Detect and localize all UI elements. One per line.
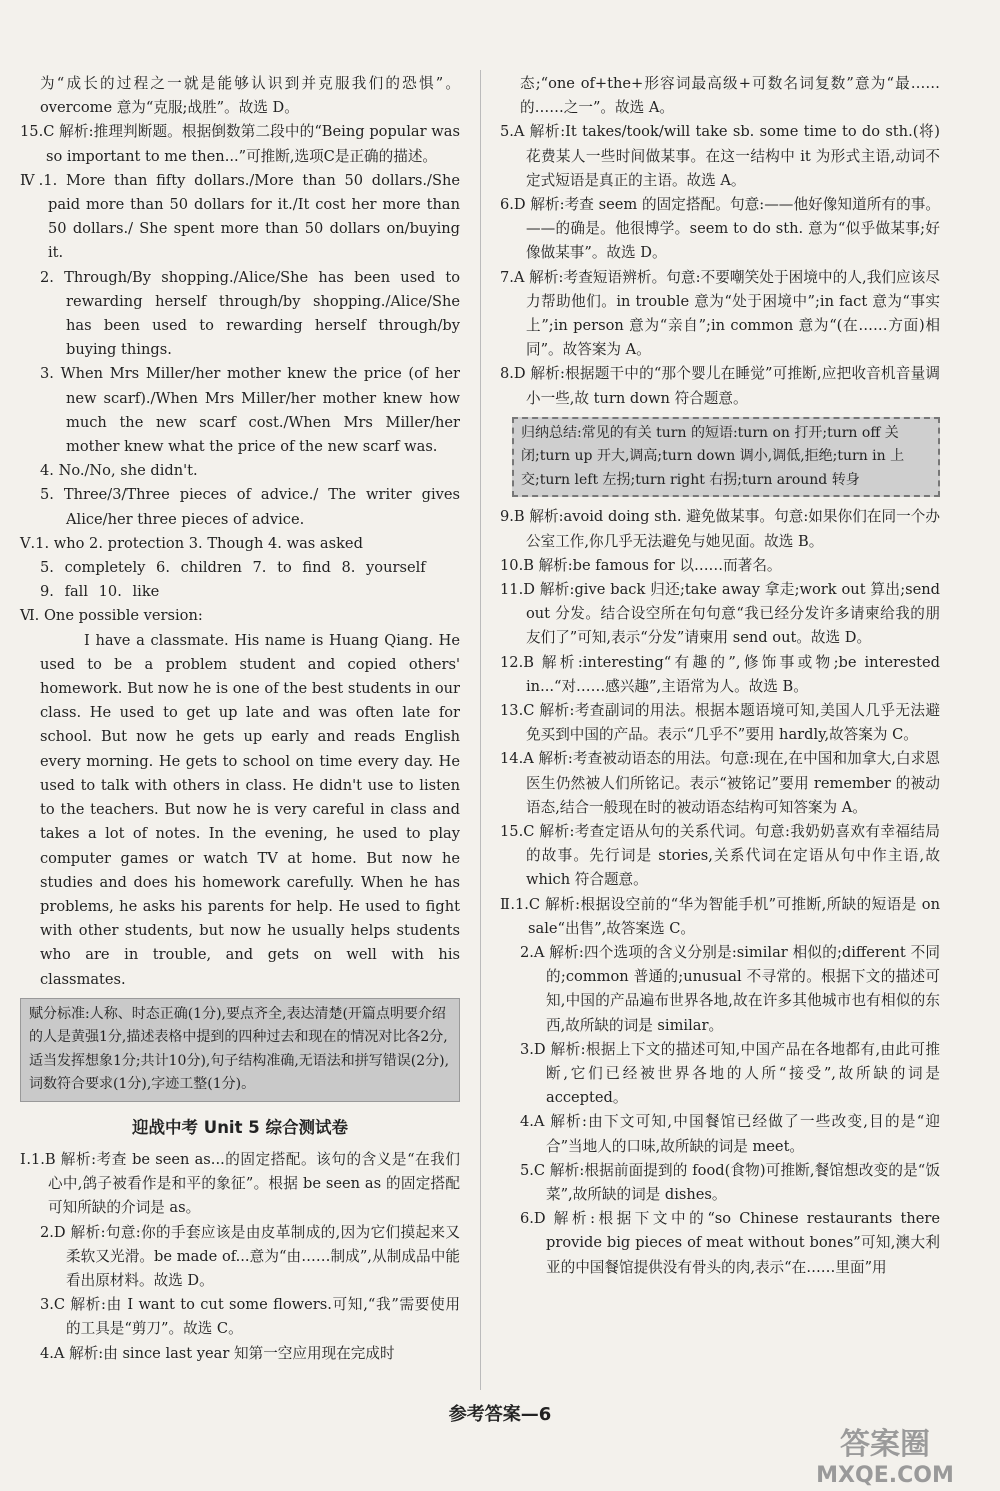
answer-item: 7.A 解析:考查短语辨析。句意:不要嘲笑处于困境中的人,我们应该尽力帮助他们。in trouble 意为“处于困境中”;in fact 意为“事实上”;in person 意为“亲自”;in common 意为“(在……方面)相同”。故答案为 A。 bbox=[500, 268, 940, 359]
vocab-answers: 5. completely 6. children 7. to find 8. yourself bbox=[40, 559, 426, 577]
answer-item: 2.D 解析:句意:你的手套应该是由皮革制成的,因为它们摸起来又柔软又光滑。be made of...意为“由……制成”,从制成品中能看出原材料。故选 D。 bbox=[40, 1223, 460, 1289]
answer-continuation: 态;“one of+the+形容词最高级+可数名词复数”意为“最……的……之一”。故选 A。 bbox=[520, 75, 940, 117]
answer-item: 15.C 解析:推理判断题。根据倒数第二段中的“Being popular was so important to me then...”可推断,选项C是正确的描述。 bbox=[20, 123, 460, 165]
writing-heading: Ⅵ. One possible version: bbox=[20, 607, 203, 625]
answer-item: 12.B 解析:interesting“有趣的”,修饰事或物;be interested in...“对……感兴趣”,主语常为人。故选 B。 bbox=[500, 653, 940, 695]
watermark-logo-text: 答案圈 bbox=[840, 1427, 930, 1462]
answer-item: 10.B 解析:be famous for 以……而著名。 bbox=[500, 556, 782, 574]
answer-item: 5.C 解析:根据前面提到的 food(食物)可推断,餐馆想改变的是“饭菜”,故所缺的词是 dishes。 bbox=[520, 1161, 940, 1204]
answer-item: 5.A 解析:It takes/took/will take sb. some time to do sth.(将)花费某人一些时间做某事。在这一结构中 it 为形式主语,动词不定式短语是真正的主语。故选 A。 bbox=[500, 123, 940, 189]
answer-item: 14.A 解析:考查被动语态的用法。句意:现在,在中国和加拿大,白求恩医生仍然被人们所铭记。表示“被铭记”要用 remember 的被动语态,结合一般现在时的被动语态结构可知答案为 A。 bbox=[500, 750, 940, 816]
section-title: 迎战中考 Unit 5 综合测试卷 bbox=[132, 1117, 348, 1137]
column-divider bbox=[480, 70, 481, 1390]
answer-item: 13.C 解析:考查副词的用法。根据本题语境可知,美国人几乎无法避免买到中国的产品。表示“几乎不”要用 hardly,故答案为 C。 bbox=[500, 701, 940, 744]
answer-item: 4. No./No, she didn't. bbox=[40, 462, 198, 480]
answer-item: 9.B 解析:avoid doing sth. 避免做某事。句意:如果你们在同一个办公室工作,你几乎无法避免与她见面。故选 B。 bbox=[500, 508, 940, 550]
answer-item: 6.D 解析:考查 seem 的固定搭配。句意:——他好像知道所有的事。——的确是。他很博学。seem to do sth. 意为“似乎做某事;好像做某事”。故选 D。 bbox=[500, 196, 940, 262]
left-column bbox=[20, 72, 460, 1366]
answer-item: 3.D 解析:根据上下文的描述可知,中国产品在各地都有,由此可推断,它们已经被世界各地的人所“接受”,故所缺的词是 accepted。 bbox=[520, 1040, 940, 1107]
answer-item: 11.D 解析:give back 归还;take away 拿走;work out 算出;send out 分发。结合设空所在句句意“我已经分发许多请柬给我的朋友们了”可知,表示“分发”请柬用 send out。故选 D。 bbox=[500, 580, 940, 647]
answer-item: 5. Three/3/Three pieces of advice./ The writer gives Alice/her three pieces of advice. bbox=[40, 486, 460, 528]
watermark-url: MXQE.COM bbox=[816, 1463, 954, 1488]
answer-item: 2. Through/By shopping./Alice/She has been used to rewarding herself through/by shopping./Alice/She has been used to rewarding herself through/by buying things. bbox=[40, 268, 460, 359]
page-footer: 参考答案—6 bbox=[448, 1404, 552, 1425]
right-column bbox=[500, 72, 940, 1280]
answer-item: 4.A 解析:由下文可知,中国餐馆已经做了一些改变,目的是“迎合”当地人的口味,故所缺的词是 meet。 bbox=[520, 1113, 940, 1155]
watermark-logo bbox=[780, 1420, 990, 1490]
sample-essay: I have a classmate. His name is Huang Qiang. He used to be a problem student and copied others' homework. But now he is one of the best students in our class. He used to get up late and was often late for school. But now he gets up early and reads English every morning. He gets to school on time every day. He used to talk with others in class. He didn't use to listen to the teachers. But now he is very careful in class and takes a lot of notes. In the evening, he used to play computer games or watch TV at home. But now he studies and does his homework carefully. When he has problems, he asks his parents for help. He used to fight with other students, but now he usually helps students who are in trouble, and gets on well with his classmates. bbox=[40, 631, 460, 988]
vocab-answers: Ⅴ.1. who 2. protection 3. Though 4. was asked bbox=[20, 534, 363, 552]
answer-item: Ⅱ.1.C 解析:根据设空前的“华为智能手机”可推断,所缺的短语是 on sale“出售”,故答案选 C。 bbox=[500, 895, 940, 937]
answer-item: 15.C 解析:考查定语从句的关系代词。句意:我奶奶喜欢有幸福结局的故事。先行词是 stories,关系代词在定语从句中作主语,故 which 符合题意。 bbox=[500, 822, 940, 889]
answer-item: 8.D 解析:根据题干中的“那个婴儿在睡觉”可推断,应把收音机音量调小一些,故 turn down 符合题意。 bbox=[500, 365, 940, 407]
answer-item: 3.C 解析:由 I want to cut some flowers.可知,“我”需要使用的工具是“剪刀”。故选 C。 bbox=[40, 1296, 460, 1338]
answer-item: 4.A 解析:由 since last year 知第一空应用现在完成时 bbox=[40, 1344, 395, 1362]
scoring-criteria-box: 赋分标准:人称、时态正确(1分),要点齐全,表达清楚(开篇点明要介绍的人是黄强1分,描述表格中提到的四种过去和现在的情况对比各2分,适当发挥想象1分;共计10分),句子结构准确,无语法和拼写错误(2分),词数符合要求(1分),字迹工整(1分)。 bbox=[20, 998, 460, 1102]
summary-box: 归纳总结:常见的有关 turn 的短语:turn on 打开;turn off 关闭;turn up 开大,调高;turn down 调小,调低,拒绝;turn in 上交;turn left 左拐;turn right 右拐;turn around 转身 bbox=[512, 417, 940, 498]
answer-item: 3. When Mrs Miller/her mother knew the price (of her new scarf)./When Mrs Miller/her mother knew how much the new scarf cost./When Mrs Miller/her mother knew what the price of the new scarf was. bbox=[40, 365, 460, 456]
answer-item: 6.D 解析:根据下文中的“so Chinese restaurants there provide big pieces of meat without bones”可知,澳大利亚的中国餐馆提供没有骨头的肉,表示“在……里面”用 bbox=[520, 1210, 940, 1276]
answer-item: Ⅳ.1. More than fifty dollars./More than 50 dollars./She paid more than 50 dollars for it./It cost her more than 50 dollars./ She spent more than 50 dollars on/buying it. bbox=[20, 171, 460, 262]
answer-continuation: 为“成长的过程之一就是能够认识到并克服我们的恐惧”。overcome 意为“克服;战胜”。故选 D。 bbox=[40, 75, 460, 117]
answer-item: 2.A 解析:四个选项的含义分别是:similar 相似的;different 不同的;common 普通的;unusual 不寻常的。根据下文的描述可知,中国的产品遍布世界各地,故在许多其他城市也有相似的东西,故所缺的词是 similar。 bbox=[520, 944, 940, 1034]
answer-item: Ⅰ.1.B 解析:考查 be seen as...的固定搭配。该句的含义是“在我们心中,鸽子被看作是和平的象征”。根据 be seen as 的固定搭配可知所缺的介词是 as。 bbox=[20, 1150, 460, 1217]
vocab-answers: 9. fall 10. like bbox=[40, 583, 160, 601]
